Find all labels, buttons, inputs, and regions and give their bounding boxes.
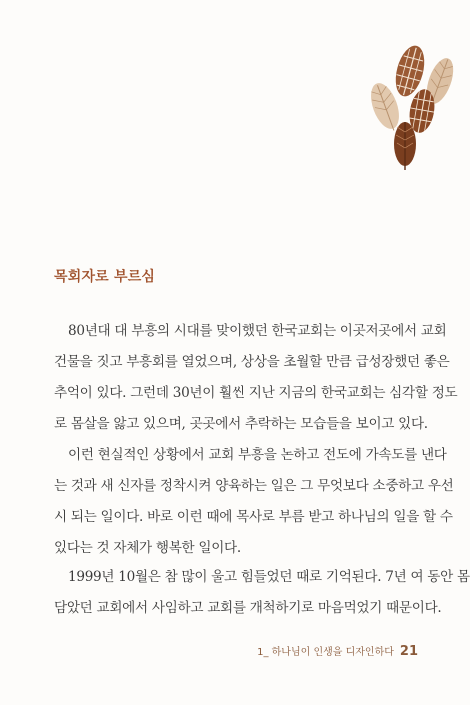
paragraph-line: 로 몸살을 앓고 있으며, 곳곳에서 추락하는 모습들을 보이고 있다.: [54, 416, 428, 432]
paragraph-line: 는 것과 새 신자를 정착시켜 양육하는 일은 그 무엇보다 소중하고 우선: [54, 478, 454, 494]
body-paragraph: [54, 562, 470, 624]
paragraph-line: 건물을 짓고 부흥회를 열었으며, 상상을 초월할 만큼 급성장했던 좋은: [54, 354, 450, 370]
paragraph-line: 1999년 10월은 참 많이 울고 힘들었던 때로 기억된다. 7년 여 동안 몸: [68, 569, 470, 585]
paragraph-line: 시 되는 일이다. 바로 이런 때에 목사로 부름 받고 하나님의 일을 할 수: [54, 509, 453, 525]
body-paragraph: [54, 316, 458, 564]
paragraph-line: 이런 현실적인 상황에서 교회 부흥을 논하고 전도에 가속도를 낸다: [68, 447, 447, 463]
paragraph-line: 있다는 것 자체가 행복한 일이다.: [54, 540, 241, 556]
paragraph-line: 추억이 있다. 그런데 30년이 훨씬 지난 지금의 한국교회는 심각할 정도: [54, 385, 458, 401]
leaves-illustration-icon: [360, 36, 460, 176]
chapter-title: 1_ 하나님이 인생을 디자인하다: [257, 647, 394, 658]
paragraph-line: 80년대 대 부흥의 시대를 맞이했던 한국교회는 이곳저곳에서 교회: [68, 323, 447, 339]
page-number: 21: [399, 644, 418, 659]
page-footer: [257, 643, 418, 659]
paragraph-line: 담았던 교회에서 사임하고 교회를 개척하기로 마음먹었기 때문이다.: [54, 600, 442, 616]
section-heading: 목회자로 부르심: [54, 269, 156, 285]
